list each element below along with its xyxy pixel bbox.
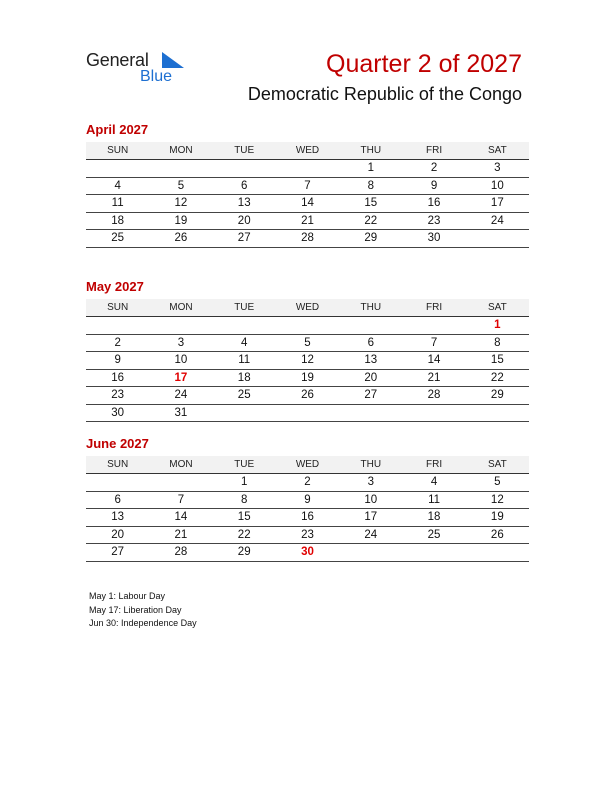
empty-day-cell xyxy=(213,160,276,177)
day-cell: 13 xyxy=(364,354,378,366)
day-cell: 5 xyxy=(494,476,501,488)
day-cell: 20 xyxy=(364,371,378,384)
weekday-label: SAT xyxy=(487,145,507,156)
week-row xyxy=(86,509,529,527)
day-cell: 11 xyxy=(238,354,251,366)
empty-day-cell xyxy=(339,405,402,422)
generalblue-logo xyxy=(86,50,196,90)
day-cell: 4 xyxy=(241,336,248,349)
day-cell: 10 xyxy=(364,493,378,506)
month-may xyxy=(86,279,529,422)
day-cell: 12 xyxy=(174,197,188,209)
empty-day-cell xyxy=(149,160,212,177)
day-cell: 23 xyxy=(427,214,441,227)
month-title: April 2027 xyxy=(86,122,149,137)
day-cell: 19 xyxy=(490,511,504,523)
day-cell: 5 xyxy=(304,336,311,349)
day-cell: 18 xyxy=(237,371,251,384)
weekday-label: MON xyxy=(169,302,193,313)
empty-day-cell xyxy=(402,544,465,561)
day-cell: 6 xyxy=(241,179,248,192)
day-cell: 17 xyxy=(490,197,504,209)
day-cell: 14 xyxy=(301,197,314,209)
weekday-label: MON xyxy=(169,145,193,156)
empty-day-cell xyxy=(213,317,276,334)
day-cell: 8 xyxy=(494,336,501,349)
day-cell: 21 xyxy=(427,371,441,384)
day-cell: 20 xyxy=(237,214,251,227)
day-cell: 17 xyxy=(364,511,378,523)
calendar-grid xyxy=(86,456,529,562)
day-cell: 13 xyxy=(111,511,125,523)
weekday-label: SAT xyxy=(487,302,507,313)
empty-day-cell xyxy=(466,230,529,247)
week-row xyxy=(86,230,529,248)
day-cell: 21 xyxy=(301,214,314,227)
empty-day-cell xyxy=(86,474,149,491)
empty-day-cell xyxy=(339,544,402,561)
country-name: Democratic Republic of the Congo xyxy=(247,84,522,104)
day-cell: 7 xyxy=(304,179,311,192)
weekday-label: MON xyxy=(169,459,193,470)
weekday-label: SUN xyxy=(107,459,129,470)
day-cell: 27 xyxy=(237,232,251,244)
week-row xyxy=(86,405,529,423)
week-row xyxy=(86,492,529,510)
empty-day-cell xyxy=(149,317,212,334)
weekday-header-row xyxy=(86,456,529,474)
day-cell: 29 xyxy=(237,546,251,558)
day-cell: 29 xyxy=(490,389,504,401)
day-cell: 30 xyxy=(427,232,441,244)
weekday-label: THU xyxy=(360,145,382,156)
day-cell: 21 xyxy=(174,528,188,541)
day-cell: 28 xyxy=(174,546,188,558)
day-cell: 24 xyxy=(364,528,378,541)
day-cell: 1 xyxy=(241,476,248,488)
day-cell: 19 xyxy=(174,214,188,227)
day-cell: 23 xyxy=(301,528,314,541)
day-cell: 26 xyxy=(174,232,188,244)
day-cell: 12 xyxy=(301,354,314,366)
logo-general-text: General xyxy=(86,50,149,70)
logo-triangle-icon xyxy=(162,52,184,68)
empty-day-cell xyxy=(339,317,402,334)
day-cell: 7 xyxy=(430,336,438,349)
empty-day-cell xyxy=(402,405,465,422)
day-cell: 22 xyxy=(237,528,251,541)
empty-day-cell xyxy=(213,405,276,422)
weekday-header-row xyxy=(86,142,529,160)
weekday-label: WED xyxy=(295,302,320,313)
calendar-grid xyxy=(86,142,529,248)
day-cell: 6 xyxy=(114,493,121,506)
day-cell: 18 xyxy=(111,214,125,227)
day-cell: 24 xyxy=(174,389,188,401)
week-row xyxy=(86,352,529,370)
day-cell: 10 xyxy=(490,179,504,192)
holiday-note: Jun 30: Independence Day xyxy=(89,618,197,628)
day-cell: 25 xyxy=(111,232,125,244)
day-cell: 6 xyxy=(367,336,374,349)
day-cell: 5 xyxy=(177,179,185,192)
empty-day-cell xyxy=(402,317,465,334)
empty-day-cell xyxy=(466,544,529,561)
logo-blue-text: Blue xyxy=(140,68,173,85)
empty-day-cell xyxy=(86,317,149,334)
page-title: Quarter 2 of 2027 xyxy=(326,50,522,78)
day-cell: 25 xyxy=(237,389,251,401)
day-cell: 9 xyxy=(304,493,311,506)
day-cell: 27 xyxy=(111,546,125,558)
day-cell: 11 xyxy=(111,197,124,209)
day-cell: 1 xyxy=(494,319,501,331)
day-cell: 3 xyxy=(367,476,374,488)
day-cell: 26 xyxy=(490,528,504,541)
weekday-label: WED xyxy=(295,459,320,470)
empty-day-cell xyxy=(276,160,339,177)
month-title: June 2027 xyxy=(86,436,149,451)
calendar-grid xyxy=(86,299,529,422)
weekday-label: FRI xyxy=(425,145,443,156)
day-cell: 19 xyxy=(301,371,314,384)
day-cell: 30 xyxy=(111,406,125,419)
day-cell: 12 xyxy=(490,493,504,506)
day-cell: 20 xyxy=(111,528,125,541)
day-cell: 18 xyxy=(427,511,441,523)
weekday-label: THU xyxy=(360,459,382,470)
weekday-label: SUN xyxy=(107,145,129,156)
day-cell: 8 xyxy=(241,493,248,506)
weekday-label: WED xyxy=(295,145,320,156)
month-april xyxy=(86,122,529,248)
empty-day-cell xyxy=(276,317,339,334)
weekday-label: TUE xyxy=(234,145,255,156)
week-row xyxy=(86,178,529,196)
week-row xyxy=(86,335,529,353)
week-row xyxy=(86,474,529,492)
weekday-label: TUE xyxy=(234,459,255,470)
weekday-label: TUE xyxy=(234,302,255,313)
day-cell: 3 xyxy=(177,336,185,349)
day-cell: 28 xyxy=(427,389,441,401)
month-title: May 2027 xyxy=(86,279,144,294)
weekday-label: SUN xyxy=(107,302,129,313)
day-cell: 15 xyxy=(364,197,378,209)
day-cell: 13 xyxy=(237,197,251,209)
day-cell: 2 xyxy=(304,476,311,488)
day-cell: 26 xyxy=(301,389,314,401)
weekday-label: SAT xyxy=(487,459,507,470)
week-row xyxy=(86,160,529,178)
day-cell: 23 xyxy=(111,389,125,401)
empty-day-cell xyxy=(149,474,212,491)
weekday-label: THU xyxy=(360,302,382,313)
day-cell: 11 xyxy=(428,493,441,506)
day-cell: 16 xyxy=(111,371,125,384)
empty-day-cell xyxy=(86,160,149,177)
day-cell: 14 xyxy=(427,354,441,366)
day-cell: 28 xyxy=(301,232,314,244)
day-cell: 9 xyxy=(430,179,438,192)
holiday-note: May 17: Liberation Day xyxy=(89,604,182,615)
day-cell: 17 xyxy=(174,371,188,384)
day-cell: 16 xyxy=(301,511,314,523)
day-cell: 14 xyxy=(174,511,188,523)
day-cell: 4 xyxy=(114,179,121,192)
week-row xyxy=(86,370,529,388)
day-cell: 25 xyxy=(427,528,441,541)
holiday-notes xyxy=(89,590,197,631)
day-cell: 15 xyxy=(490,354,504,366)
day-cell: 24 xyxy=(490,214,504,227)
empty-day-cell xyxy=(276,405,339,422)
month-june xyxy=(86,436,529,562)
holiday-note: May 1: Labour Day xyxy=(89,591,166,601)
week-row xyxy=(86,317,529,335)
day-cell: 15 xyxy=(237,511,251,523)
day-cell: 1 xyxy=(367,162,374,174)
day-cell: 3 xyxy=(494,162,501,174)
day-cell: 31 xyxy=(174,406,188,419)
day-cell: 22 xyxy=(364,214,378,227)
day-cell: 16 xyxy=(427,197,441,209)
day-cell: 2 xyxy=(114,336,121,349)
day-cell: 30 xyxy=(301,546,314,558)
week-row xyxy=(86,213,529,231)
weekday-header-row xyxy=(86,299,529,317)
day-cell: 29 xyxy=(364,232,378,244)
week-row xyxy=(86,527,529,545)
week-row xyxy=(86,544,529,562)
week-row xyxy=(86,387,529,405)
week-row xyxy=(86,195,529,213)
day-cell: 8 xyxy=(367,179,374,192)
day-cell: 7 xyxy=(177,493,185,506)
day-cell: 27 xyxy=(364,389,378,401)
day-cell: 2 xyxy=(430,162,438,174)
day-cell: 22 xyxy=(490,371,504,384)
day-cell: 9 xyxy=(114,354,121,366)
empty-day-cell xyxy=(466,405,529,422)
weekday-label: FRI xyxy=(425,459,443,470)
weekday-label: FRI xyxy=(425,302,443,313)
day-cell: 10 xyxy=(174,354,188,366)
day-cell: 4 xyxy=(430,476,438,488)
